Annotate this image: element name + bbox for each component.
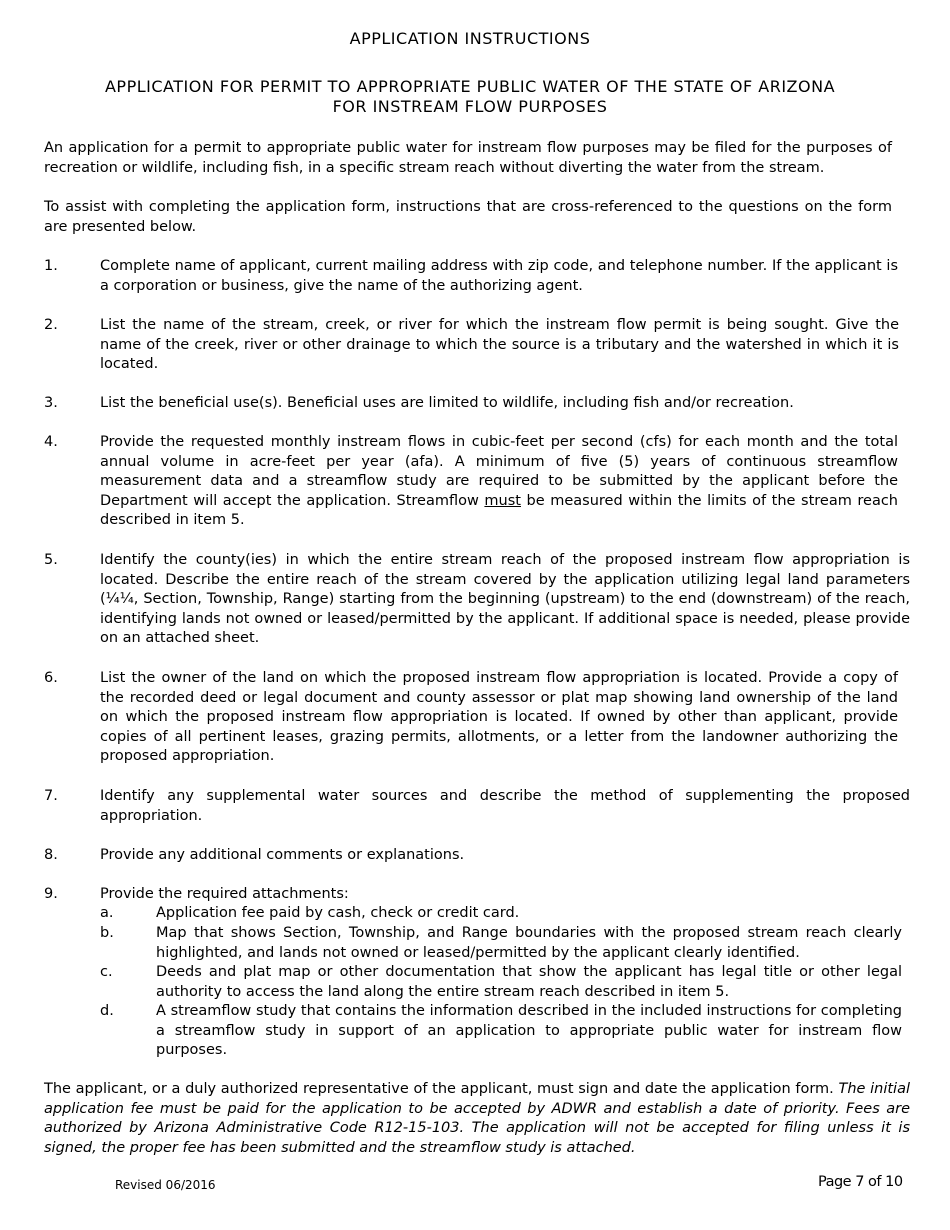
subitem-letter: c. bbox=[100, 964, 113, 980]
item-number: 4. bbox=[44, 434, 58, 450]
page-number: Page 7 of 10 bbox=[818, 1174, 903, 1190]
intro-paragraph-2: To assist with completing the application form, instructions that are cross-referenced to the questions on the form are presented below. bbox=[44, 199, 892, 235]
form-title-line-1: APPLICATION FOR PERMIT TO APPROPRIATE PUBLIC WATER OF THE STATE OF ARIZONA bbox=[104, 77, 836, 96]
item-text-part: Provide the requested monthly instream flows in cubic-feet per second (cfs) for each month and the total annual volume in acre-feet per year (afa). A minimum of five (5) years of continuous streamflow measurement data and a streamflow study are required to be submitted by the applicant before the Department will accept the application. Streamflow bbox=[100, 434, 898, 509]
item-number: 7. bbox=[44, 788, 58, 804]
form-title bbox=[0, 77, 940, 117]
item-text: List the owner of the land on which the proposed instream flow appropriation is located. Provide a copy of the recorded deed or legal document and county assessor or plat map showing land ownership of the land on which the proposed instream flow appropriation is located. If owned by other than applicant, provide copies of all pertinent leases, grazing permits, allotments, or a letter from the landowner authorizing the proposed appropriation. bbox=[100, 670, 898, 765]
item-text: List the name of the stream, creek, or river for which the instream flow permit is being sought. Give the name of the creek, river or other drainage to which the source is a tributary and the watershed in which it is located. bbox=[100, 317, 899, 373]
subitem-text: Map that shows Section, Township, and Range boundaries with the proposed stream reach clearly highlighted, and lands not owned or leased/permitted by the applicant clearly identified. bbox=[156, 925, 902, 961]
closing-italic-text: The initial application fee must be paid for the application to be accepted by ADWR and establish a date of priority. Fees are authorized by Arizona Administrative Code R12-15-103. The application will not be accepted for filing unless it is signed, the proper fee has been submitted and the streamflow study is attached. bbox=[44, 1081, 910, 1156]
page-title: APPLICATION INSTRUCTIONS bbox=[349, 29, 591, 48]
item-number: 8. bbox=[44, 847, 58, 863]
revision-date: Revised 06/2016 bbox=[115, 1178, 216, 1192]
subitem-text: Deeds and plat map or other documentation that show the applicant has legal title or other legal authority to access the land along the entire stream reach described in item 5. bbox=[156, 964, 902, 1000]
form-title-line-2: FOR INSTREAM FLOW PURPOSES bbox=[332, 97, 608, 116]
item-number: 2. bbox=[44, 317, 58, 333]
item-text: List the beneficial use(s). Beneficial uses are limited to wildlife, including fish and/or recreation. bbox=[100, 395, 794, 411]
intro-paragraph-1: An application for a permit to appropriate public water for instream flow purposes may be filed for the purposes of recreation or wildlife, including fish, in a specific stream reach without diverting the water from the stream. bbox=[44, 140, 892, 176]
subitem-text: A streamflow study that contains the information described in the included instructions for completing a streamflow study in support of an application to appropriate public water for instream flow purposes. bbox=[156, 1003, 902, 1059]
item-number: 3. bbox=[44, 395, 58, 411]
subitem-text: Application fee paid by cash, check or credit card. bbox=[156, 905, 520, 921]
subitem-letter: b. bbox=[100, 925, 114, 941]
item-number: 1. bbox=[44, 258, 58, 274]
item-number: 5. bbox=[44, 552, 58, 568]
item-number: 6. bbox=[44, 670, 58, 686]
item-text bbox=[100, 433, 898, 531]
item-text: Provide the required attachments: bbox=[100, 886, 349, 902]
subitem-letter: d. bbox=[100, 1003, 114, 1019]
closing-paragraph bbox=[44, 1080, 910, 1158]
emphasis-must: must bbox=[484, 492, 521, 509]
item-text: Identify any supplemental water sources and describe the method of supplementing the proposed appropriation. bbox=[100, 788, 910, 824]
item-number: 9. bbox=[44, 886, 58, 902]
item-text: Identify the county(ies) in which the entire stream reach of the proposed instream flow appropriation is located. Describe the entire reach of the stream covered by the application utilizing legal land parameters (¼¼, Section, Township, Range) starting from the beginning (upstream) to the end (downstream) of the reach, identifying lands not owned or leased/permitted by the applicant. If additional space is needed, please provide on an attached sheet. bbox=[100, 552, 910, 647]
item-text-part: be measured within the limits of the stream reach described in item 5. bbox=[100, 492, 898, 529]
item-text: Provide any additional comments or explanations. bbox=[100, 847, 465, 863]
closing-text: The applicant, or a duly authorized representative of the applicant, must sign and date the application form. bbox=[44, 1081, 839, 1097]
item-text: Complete name of applicant, current mailing address with zip code, and telephone number. If the applicant is a corporation or business, give the name of the authorizing agent. bbox=[100, 258, 898, 294]
subitem-letter: a. bbox=[100, 905, 114, 921]
